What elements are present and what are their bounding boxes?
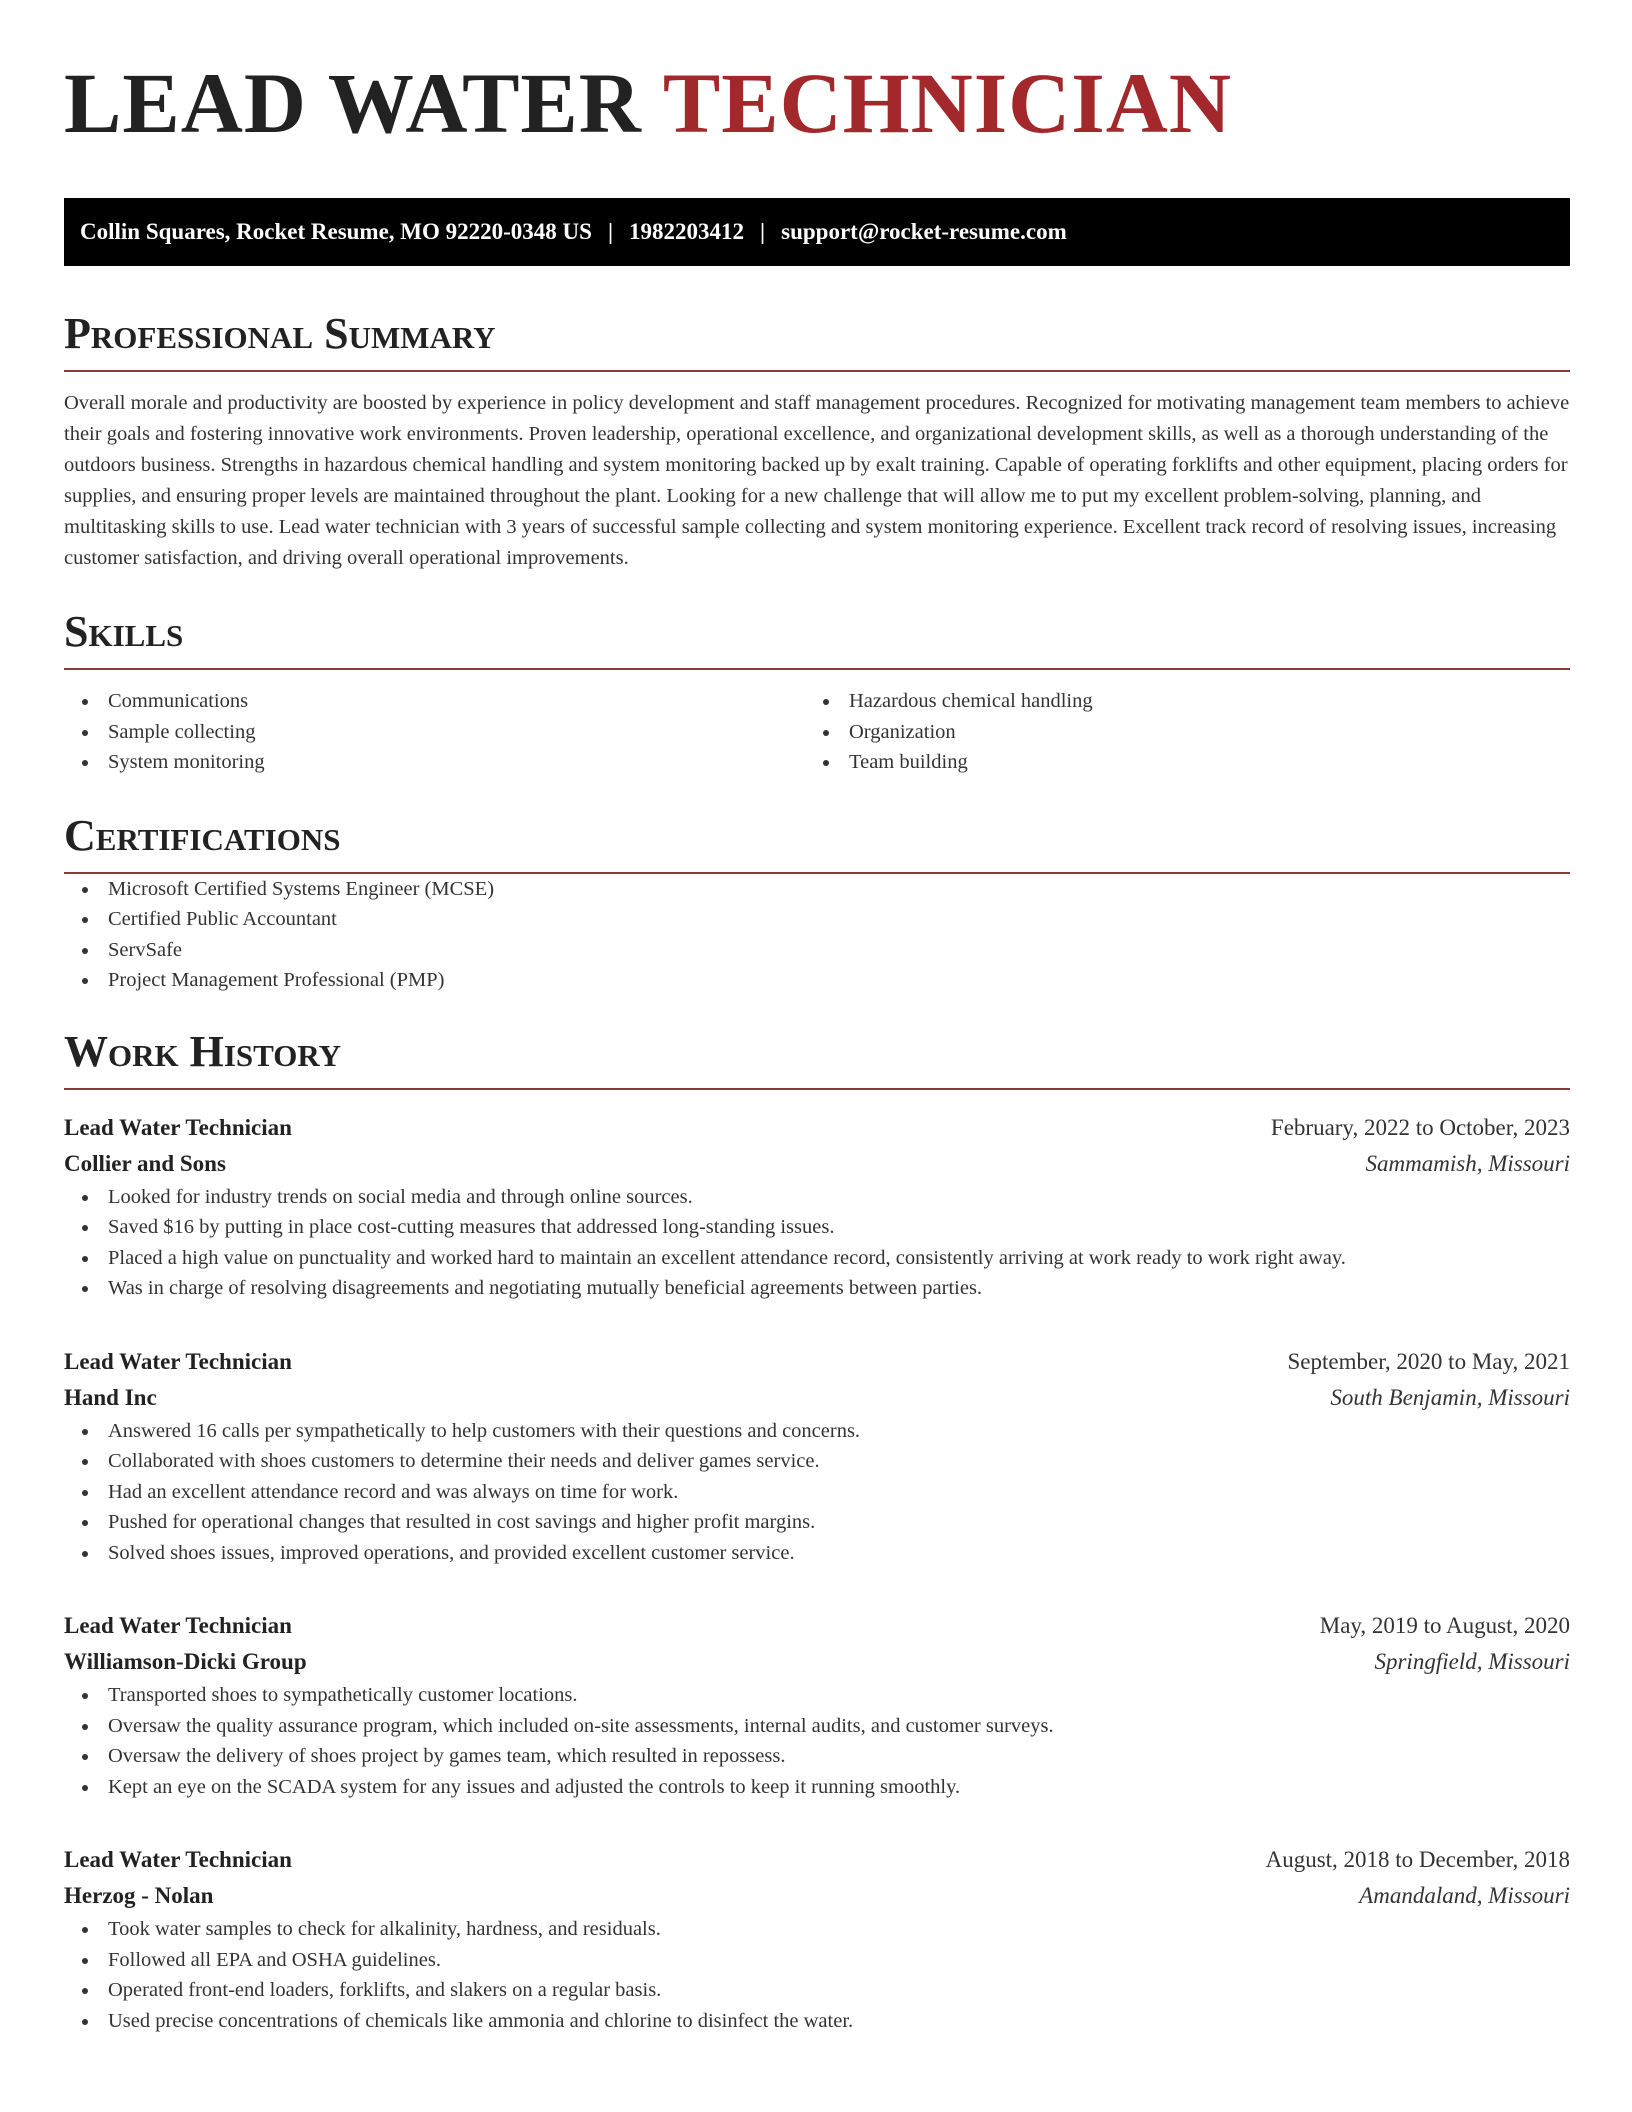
section-title-skills: Skills: [64, 607, 184, 656]
job-company: Herzog - Nolan: [64, 1883, 214, 1908]
job-header-row: [64, 1608, 1570, 1644]
job-dates: September, 2020 to May, 2021: [1287, 1348, 1570, 1374]
job-duties-list: [64, 1182, 1570, 1304]
skill-item: Communications: [64, 686, 805, 717]
job-title: Lead Water Technician: [64, 1348, 292, 1374]
section-divider: [64, 668, 1570, 670]
job-duty-item: Transported shoes to sympathetically customer locations.: [64, 1680, 1570, 1711]
skill-item: Hazardous chemical handling: [805, 686, 1546, 717]
contact-separator: |: [607, 219, 614, 244]
certifications-list: [64, 874, 1570, 996]
job-duty-item: Oversaw the quality assurance program, which included on-site assessments, internal audits, and customer surveys.: [64, 1711, 1570, 1742]
job-duties-list: [64, 1416, 1570, 1569]
job-duty-item: Used precise concentrations of chemicals like ammonia and chlorine to disinfect the water.: [64, 2006, 1570, 2037]
job-location: Amandaland, Missouri: [1359, 1883, 1570, 1908]
job-entry: [64, 1608, 1570, 1802]
job-dates: May, 2019 to August, 2020: [1319, 1613, 1570, 1638]
contact-separator: |: [760, 219, 766, 244]
section-title-work-history: Work History: [64, 1026, 342, 1076]
skill-item: Team building: [805, 747, 1546, 778]
job-duty-item: Pushed for operational changes that resulted in cost savings and higher profit margins.: [64, 1507, 1570, 1538]
skills-list-left: [64, 686, 805, 778]
skills-list-right: [805, 686, 1546, 778]
job-location: Springfield, Missouri: [1374, 1649, 1570, 1674]
contact-address: Collin Squares, Rocket Resume, MO 92220-0348 US: [80, 219, 592, 244]
job-header-row: [64, 1344, 1570, 1380]
job-duty-item: Collaborated with shoes customers to determine their needs and deliver games service.: [64, 1446, 1570, 1477]
contact-bar: [64, 198, 1570, 266]
job-dates: February, 2022 to October, 2023: [1270, 1114, 1570, 1140]
section-title-certifications: Certifications: [64, 810, 341, 860]
certification-item: Certified Public Accountant: [64, 904, 1570, 935]
job-header-row: [64, 1110, 1570, 1146]
job-header-row: [64, 1842, 1570, 1878]
skills-grid: [64, 686, 1570, 778]
job-entry: [64, 1110, 1570, 1304]
job-title: Lead Water Technician: [64, 1114, 292, 1140]
job-company-row: [64, 1878, 1570, 1914]
work-history-section: [64, 1026, 1570, 2037]
title-part-2: TECHNICIAN: [662, 55, 1232, 151]
job-duty-item: Took water samples to check for alkalinity, hardness, and residuals.: [64, 1914, 1570, 1945]
job-entry: [64, 1344, 1570, 1569]
job-company: Williamson-Dicki Group: [64, 1649, 307, 1674]
contact-email: support@rocket-resume.com: [781, 219, 1067, 244]
job-duty-item: Oversaw the delivery of shoes project by games team, which resulted in repossess.: [64, 1741, 1570, 1772]
job-duty-item: Operated front-end loaders, forklifts, and slakers on a regular basis.: [64, 1975, 1570, 2006]
skill-item: Organization: [805, 717, 1546, 748]
job-company-row: [64, 1380, 1570, 1416]
skills-column-left: [64, 686, 805, 778]
skills-section: [64, 606, 1570, 778]
title-part-1: LEAD WATER: [64, 55, 642, 151]
job-company: Collier and Sons: [64, 1150, 226, 1176]
job-company: Hand Inc: [64, 1384, 157, 1410]
job-company-row: [64, 1146, 1570, 1182]
job-duty-item: Answered 16 calls per sympathetically to help customers with their questions and concerns.: [64, 1416, 1570, 1447]
section-divider: [64, 370, 1570, 372]
certification-item: ServSafe: [64, 935, 1570, 966]
skills-column-right: [805, 686, 1546, 778]
certification-item: Microsoft Certified Systems Engineer (MCSE): [64, 874, 1570, 905]
job-company-row: [64, 1644, 1570, 1680]
skill-item: System monitoring: [64, 747, 805, 778]
job-duty-item: Looked for industry trends on social media and through online sources.: [64, 1182, 1570, 1213]
job-title: Lead Water Technician: [64, 1847, 292, 1872]
job-duty-item: Was in charge of resolving disagreements and negotiating mutually beneficial agreements between parties.: [64, 1273, 1570, 1304]
job-location: Sammamish, Missouri: [1365, 1150, 1570, 1176]
resume-title: [64, 55, 1570, 151]
job-duty-item: Placed a high value on punctuality and worked hard to maintain an excellent attendance record, consistently arriving at work ready to work right away.: [64, 1243, 1570, 1274]
job-duty-item: Saved $16 by putting in place cost-cutting measures that addressed long-standing issues.: [64, 1212, 1570, 1243]
job-duty-item: Followed all EPA and OSHA guidelines.: [64, 1945, 1570, 1976]
section-divider: [64, 1088, 1570, 1090]
job-duty-item: Solved shoes issues, improved operations, and provided excellent customer service.: [64, 1538, 1570, 1569]
professional-summary-section: [64, 308, 1570, 574]
contact-phone: 1982203412: [629, 219, 745, 244]
section-title-summary: Professional Summary: [64, 309, 496, 358]
job-location: South Benjamin, Missouri: [1330, 1384, 1570, 1410]
job-duties-list: [64, 1914, 1570, 2036]
job-entry: [64, 1842, 1570, 2036]
summary-text: Overall morale and productivity are boosted by experience in policy development and staff management procedures. Recognized for motivating management team members to achieve their goals and fostering innovative work environments. Proven leadership, operational excellence, and organizational development skills, as well as a thorough understanding of the outdoors business. Strengths in hazardous chemical handling and system monitoring backed up by exalt training. Capable of operating forklifts and other equipment, placing orders for supplies, and ensuring proper levels are maintained throughout the plant. Looking for a new challenge that will allow me to put my excellent problem-solving, planning, and multitasking skills to use. Lead water technician with 3 years of successful sample collecting and system monitoring experience. Excellent track record of resolving issues, increasing customer satisfaction, and driving overall operational improvements.: [64, 392, 1570, 569]
certification-item: Project Management Professional (PMP): [64, 965, 1570, 996]
job-duty-item: Kept an eye on the SCADA system for any issues and adjusted the controls to keep it running smoothly.: [64, 1772, 1570, 1803]
job-title: Lead Water Technician: [64, 1613, 292, 1638]
job-duty-item: Had an excellent attendance record and was always on time for work.: [64, 1477, 1570, 1508]
skill-item: Sample collecting: [64, 717, 805, 748]
certifications-section: [64, 810, 1570, 996]
job-dates: August, 2018 to December, 2018: [1265, 1847, 1570, 1872]
resume-content: [64, 55, 1570, 2036]
job-duties-list: [64, 1680, 1570, 1802]
